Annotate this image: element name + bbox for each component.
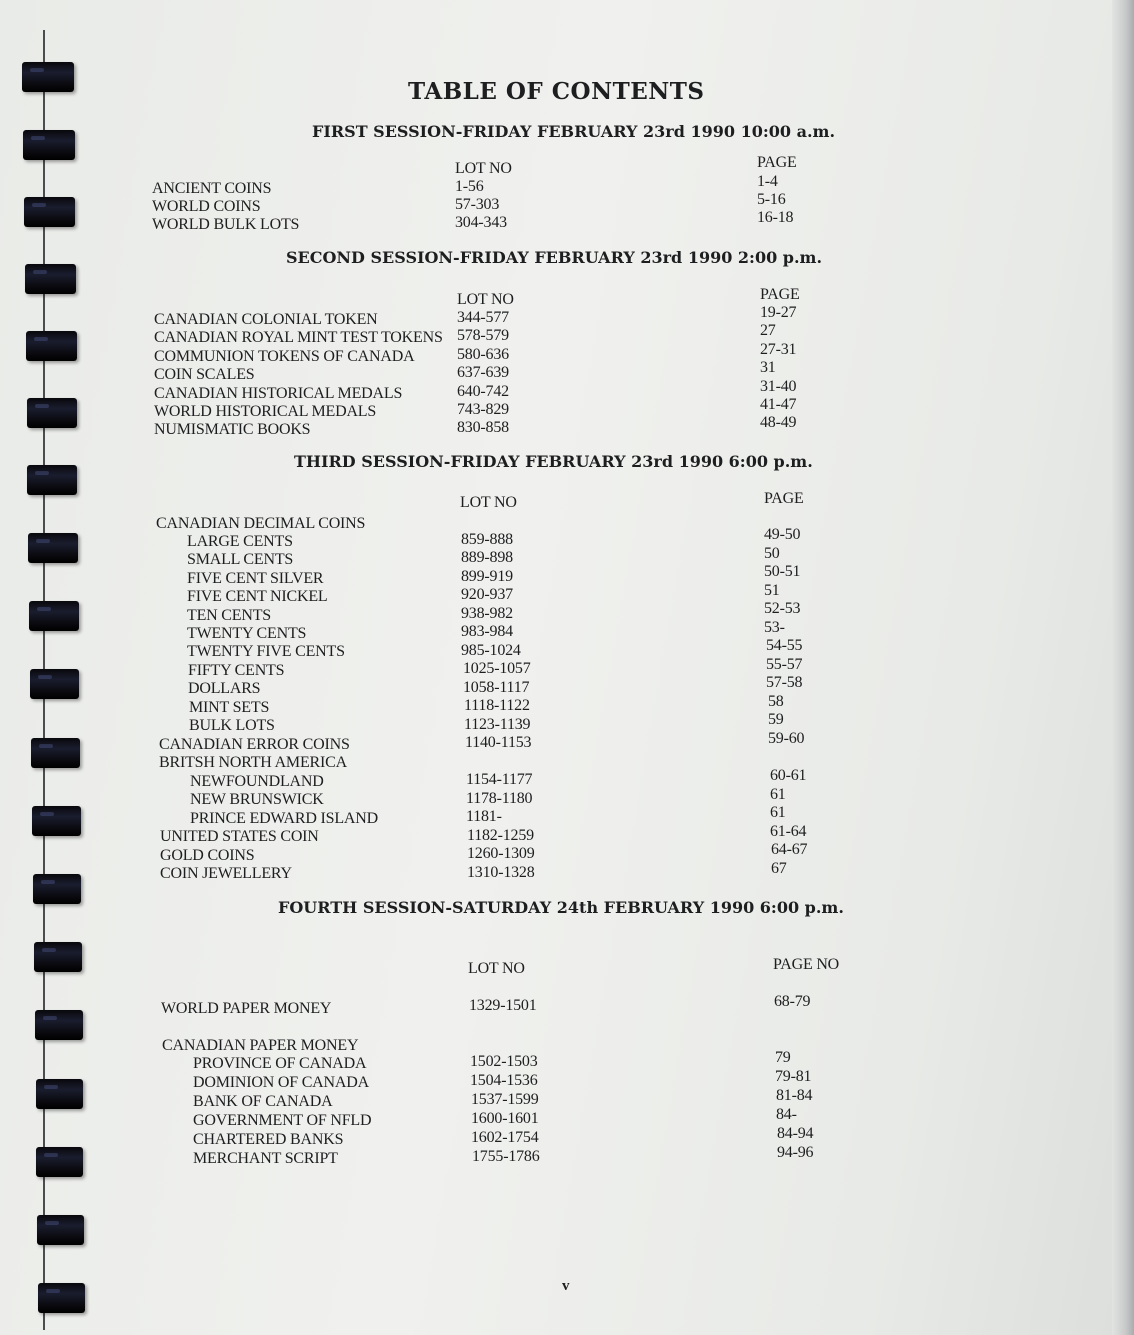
entry-label: COIN JEWELLERY: [160, 865, 292, 882]
entry-lot: 1182-1259: [467, 827, 534, 844]
lot-column-header: LOT NO: [455, 160, 512, 177]
entry-page: 31: [760, 359, 776, 376]
entry-lot: 1058-1117: [463, 679, 530, 696]
entry-page: 41-47: [760, 396, 797, 413]
entry-label: WORLD HISTORICAL MEDALS: [154, 403, 377, 420]
binding-coil: [23, 130, 75, 160]
binding-coil: [24, 197, 75, 227]
entry-label: CANADIAN ERROR COINS: [159, 736, 350, 753]
entry-lot: 859-888: [461, 531, 513, 548]
binding-coil: [36, 1147, 83, 1177]
entry-page: 58: [768, 693, 784, 710]
entry-lot: 57-303: [455, 196, 500, 213]
entry-label: ANCIENT COINS: [152, 180, 272, 197]
entry-label: NEWFOUNDLAND: [190, 773, 324, 790]
entry-label: TWENTY CENTS: [187, 625, 307, 642]
table-of-contents: [130, 60, 890, 1294]
binding-coil: [25, 264, 76, 294]
entry-lot: 1118-1122: [464, 697, 530, 714]
entry-label: FIVE CENT SILVER: [187, 570, 324, 587]
lot-column-header: LOT NO: [460, 494, 517, 511]
entry-label: COIN SCALES: [154, 366, 255, 383]
entry-page: 52-53: [764, 600, 801, 617]
entry-label: UNITED STATES COIN: [160, 828, 319, 845]
page-column-header: PAGE: [764, 490, 804, 507]
binding-coil: [35, 1010, 83, 1040]
category-label: CANADIAN PAPER MONEY: [162, 1037, 359, 1054]
entry-page: 5-16: [757, 191, 786, 208]
entry-label: PROVINCE OF CANADA: [193, 1055, 367, 1072]
binding-coil: [33, 874, 81, 904]
entry-lot: 1154-1177: [466, 771, 533, 788]
entry-lot: 1600-1601: [471, 1110, 539, 1127]
entry-label: GOLD COINS: [160, 847, 255, 864]
entry-page: 1-4: [757, 173, 778, 190]
entry-page: 19-27: [760, 304, 797, 321]
binding-coil: [36, 1079, 83, 1109]
entry-lot: 637-639: [457, 364, 509, 381]
entry-page: 61: [770, 804, 786, 821]
entry-lot: 1181-: [466, 808, 502, 825]
entry-page: 60-61: [770, 767, 807, 784]
entry-label: SMALL CENTS: [187, 551, 294, 568]
category-label: BRITSH NORTH AMERICA: [159, 754, 347, 771]
entry-label: GOVERNMENT OF NFLD: [193, 1112, 372, 1129]
entry-page: 61-64: [770, 823, 807, 840]
entry-lot: 830-858: [457, 419, 509, 436]
entry-lot: 1025-1057: [463, 660, 531, 677]
entry-lot: 920-937: [461, 586, 513, 603]
entry-page: 59: [768, 711, 784, 728]
entry-lot: 1537-1599: [471, 1091, 539, 1108]
page-column-header: PAGE NO: [773, 956, 840, 973]
entry-page: 68-79: [774, 993, 811, 1010]
entry-lot: 578-579: [457, 327, 509, 344]
entry-lot: 1310-1328: [467, 864, 535, 881]
entry-lot: 899-919: [461, 568, 513, 585]
entry-label: BULK LOTS: [189, 717, 275, 734]
entry-page: 50: [764, 545, 780, 562]
entry-lot: 1502-1503: [470, 1053, 538, 1070]
entry-label: PRINCE EDWARD ISLAND: [190, 810, 379, 827]
entry-page: 53-: [764, 619, 785, 636]
binding-coil: [37, 1215, 84, 1245]
entry-lot: 344-577: [457, 309, 509, 326]
entry-page: 27: [760, 322, 776, 339]
binding-coil: [32, 806, 81, 836]
category-label: CANADIAN DECIMAL COINS: [156, 515, 366, 532]
entry-label: BANK OF CANADA: [193, 1093, 333, 1110]
entry-lot: 1504-1536: [470, 1072, 538, 1089]
entry-page: 67: [771, 860, 787, 877]
entry-page: 84-: [776, 1106, 797, 1123]
entry-page: 61: [770, 786, 786, 803]
entry-label: TWENTY FIVE CENTS: [187, 643, 345, 660]
page-edge: [1112, 0, 1134, 1335]
entry-lot: 985-1024: [461, 642, 521, 659]
entry-page: 94-96: [777, 1144, 814, 1161]
entry-lot: 983-984: [461, 623, 513, 640]
entry-page: 27-31: [760, 341, 797, 358]
page-column-header: PAGE: [757, 154, 797, 171]
entry-page: 48-49: [760, 414, 797, 431]
lot-column-header: LOT NO: [468, 960, 525, 977]
binding-coil: [22, 62, 74, 92]
entry-page: 54-55: [766, 637, 803, 654]
entry-lot: 1-56: [455, 178, 484, 195]
entry-page: 84-94: [777, 1125, 814, 1142]
entry-label: DOLLARS: [188, 680, 261, 697]
entry-lot: 889-898: [461, 549, 513, 566]
entry-label: WORLD PAPER MONEY: [161, 1000, 332, 1017]
binding-coil: [28, 533, 78, 563]
lot-column-header: LOT NO: [457, 291, 514, 308]
entry-label: MERCHANT SCRIPT: [193, 1150, 338, 1167]
entry-label: MINT SETS: [189, 699, 270, 716]
entry-label: NEW BRUNSWICK: [190, 791, 324, 808]
entry-lot: 580-636: [457, 346, 509, 363]
page-title: TABLE OF CONTENTS: [408, 78, 705, 105]
entry-page: 59-60: [768, 730, 805, 747]
entry-label: CANADIAN ROYAL MINT TEST TOKENS: [154, 329, 443, 346]
entry-label: FIFTY CENTS: [188, 662, 285, 679]
page-column-header: PAGE: [760, 286, 800, 303]
entry-lot: 1123-1139: [464, 716, 531, 733]
page-number: v: [562, 1278, 570, 1294]
binding-coil: [26, 331, 77, 361]
entry-page: 50-51: [764, 563, 801, 580]
binding-coil: [34, 942, 82, 972]
entry-lot: 743-829: [457, 401, 509, 418]
entry-page: 81-84: [776, 1087, 813, 1104]
binding-coil: [29, 601, 79, 631]
session-heading: FIRST SESSION-FRIDAY FEBRUARY 23rd 1990 10:00 a.m.: [312, 122, 836, 141]
entry-label: FIVE CENT NICKEL: [187, 588, 328, 605]
entry-page: 79-81: [775, 1068, 812, 1085]
entry-page: 16-18: [757, 209, 794, 226]
entry-lot: 304-343: [455, 214, 507, 231]
entry-lot: 1140-1153: [465, 734, 532, 751]
entry-lot: 1260-1309: [467, 845, 535, 862]
entry-lot: 1755-1786: [472, 1148, 540, 1165]
entry-label: CHARTERED BANKS: [193, 1131, 344, 1148]
entry-lot: 1602-1754: [471, 1129, 539, 1146]
entry-page: 64-67: [771, 841, 808, 858]
entry-label: DOMINION OF CANADA: [193, 1074, 369, 1091]
entry-page: 31-40: [760, 378, 797, 395]
entry-page: 57-58: [766, 674, 803, 691]
spiral-binding: [0, 0, 110, 1335]
binding-coil: [38, 1283, 85, 1313]
entry-label: NUMISMATIC BOOKS: [154, 421, 311, 438]
entry-label: WORLD COINS: [152, 198, 261, 215]
entry-label: LARGE CENTS: [187, 533, 293, 550]
entry-page: 79: [775, 1049, 791, 1066]
entry-lot: 1178-1180: [466, 790, 533, 807]
entry-lot: 938-982: [461, 605, 513, 622]
session-heading: THIRD SESSION-FRIDAY FEBRUARY 23rd 1990 6:00 p.m.: [294, 452, 813, 471]
entry-label: CANADIAN HISTORICAL MEDALS: [154, 385, 403, 402]
entry-page: 49-50: [764, 526, 801, 543]
session-heading: FOURTH SESSION-SATURDAY 24th FEBRUARY 1990 6:00 p.m.: [278, 898, 844, 917]
binding-coil: [27, 398, 77, 428]
entry-page: 55-57: [766, 656, 803, 673]
binding-coil: [31, 738, 80, 768]
binding-coil: [27, 465, 77, 495]
entry-label: WORLD BULK LOTS: [152, 216, 300, 233]
entry-label: COMMUNION TOKENS OF CANADA: [154, 348, 415, 365]
entry-page: 51: [764, 582, 780, 599]
binding-coil: [30, 669, 79, 699]
entry-lot: 640-742: [457, 383, 509, 400]
entry-label: TEN CENTS: [187, 607, 271, 624]
entry-lot: 1329-1501: [469, 997, 537, 1014]
session-heading: SECOND SESSION-FRIDAY FEBRUARY 23rd 1990 2:00 p.m.: [286, 248, 823, 267]
entry-label: CANADIAN COLONIAL TOKEN: [154, 311, 378, 328]
